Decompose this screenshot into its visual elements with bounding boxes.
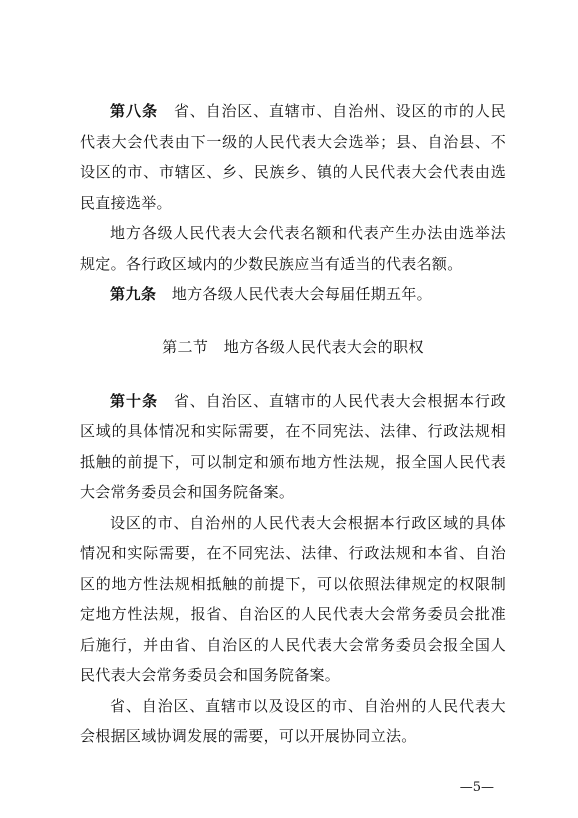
article-8-paragraph-1 — [80, 96, 506, 218]
article-8-text-2: 地方各级人民代表大会代表名额和代表产生办法由选举法规定。各行政区域内的少数民族应当有适当的代表名额。 — [80, 224, 506, 273]
article-10-text-1: 省、自治区、直辖市的人民代表大会根据本行政区域的具体情况和实际需要，在不同宪法、法律、行政法规相抵触的前提下，可以制定和颁布地方性法规，报全国人民代表大会常务委员会和国务院备案。 — [80, 391, 506, 501]
article-10-paragraph-3 — [80, 691, 506, 752]
article-8-text-1: 省、自治区、直辖市、自治州、设区的市的人民代表大会代表由下一级的人民代表大会选举；县、自治县、不设区的市、市辖区、乡、民族乡、镇的人民代表大会代表由选民直接选举。 — [80, 102, 506, 212]
article-10-text-3: 省、自治区、直辖市以及设区的市、自治州的人民代表大会根据区域协调发展的需要，可以开展协同立法。 — [80, 696, 506, 745]
article-10-paragraph-1 — [80, 386, 506, 508]
document-body — [80, 96, 506, 752]
article-8-paragraph-2 — [80, 218, 506, 279]
article-8-label: 第八条 — [110, 102, 159, 120]
article-9-paragraph-1 — [80, 279, 506, 310]
page-number: —5— — [459, 780, 494, 795]
section-heading: 第二节 地方各级人民代表大会的职权 — [162, 337, 424, 356]
article-10-text-2: 设区的市、自治州的人民代表大会根据本行政区域的具体情况和实际需要，在不同宪法、法律、行政法规和本省、自治区的地方性法规相抵触的前提下，可以依照法律规定的权限制定地方性法规，报省、自治区的人民代表大会常务委员会批准后施行，并由省、自治区的人民代表大会常务委员会报全国人民代表大会常务委员会和国务院备案。 — [80, 513, 506, 684]
article-9-label: 第九条 — [110, 285, 157, 303]
article-9-text-1: 地方各级人民代表大会每届任期五年。 — [171, 285, 432, 303]
article-10-label: 第十条 — [110, 391, 159, 410]
article-10-paragraph-2 — [80, 508, 506, 691]
